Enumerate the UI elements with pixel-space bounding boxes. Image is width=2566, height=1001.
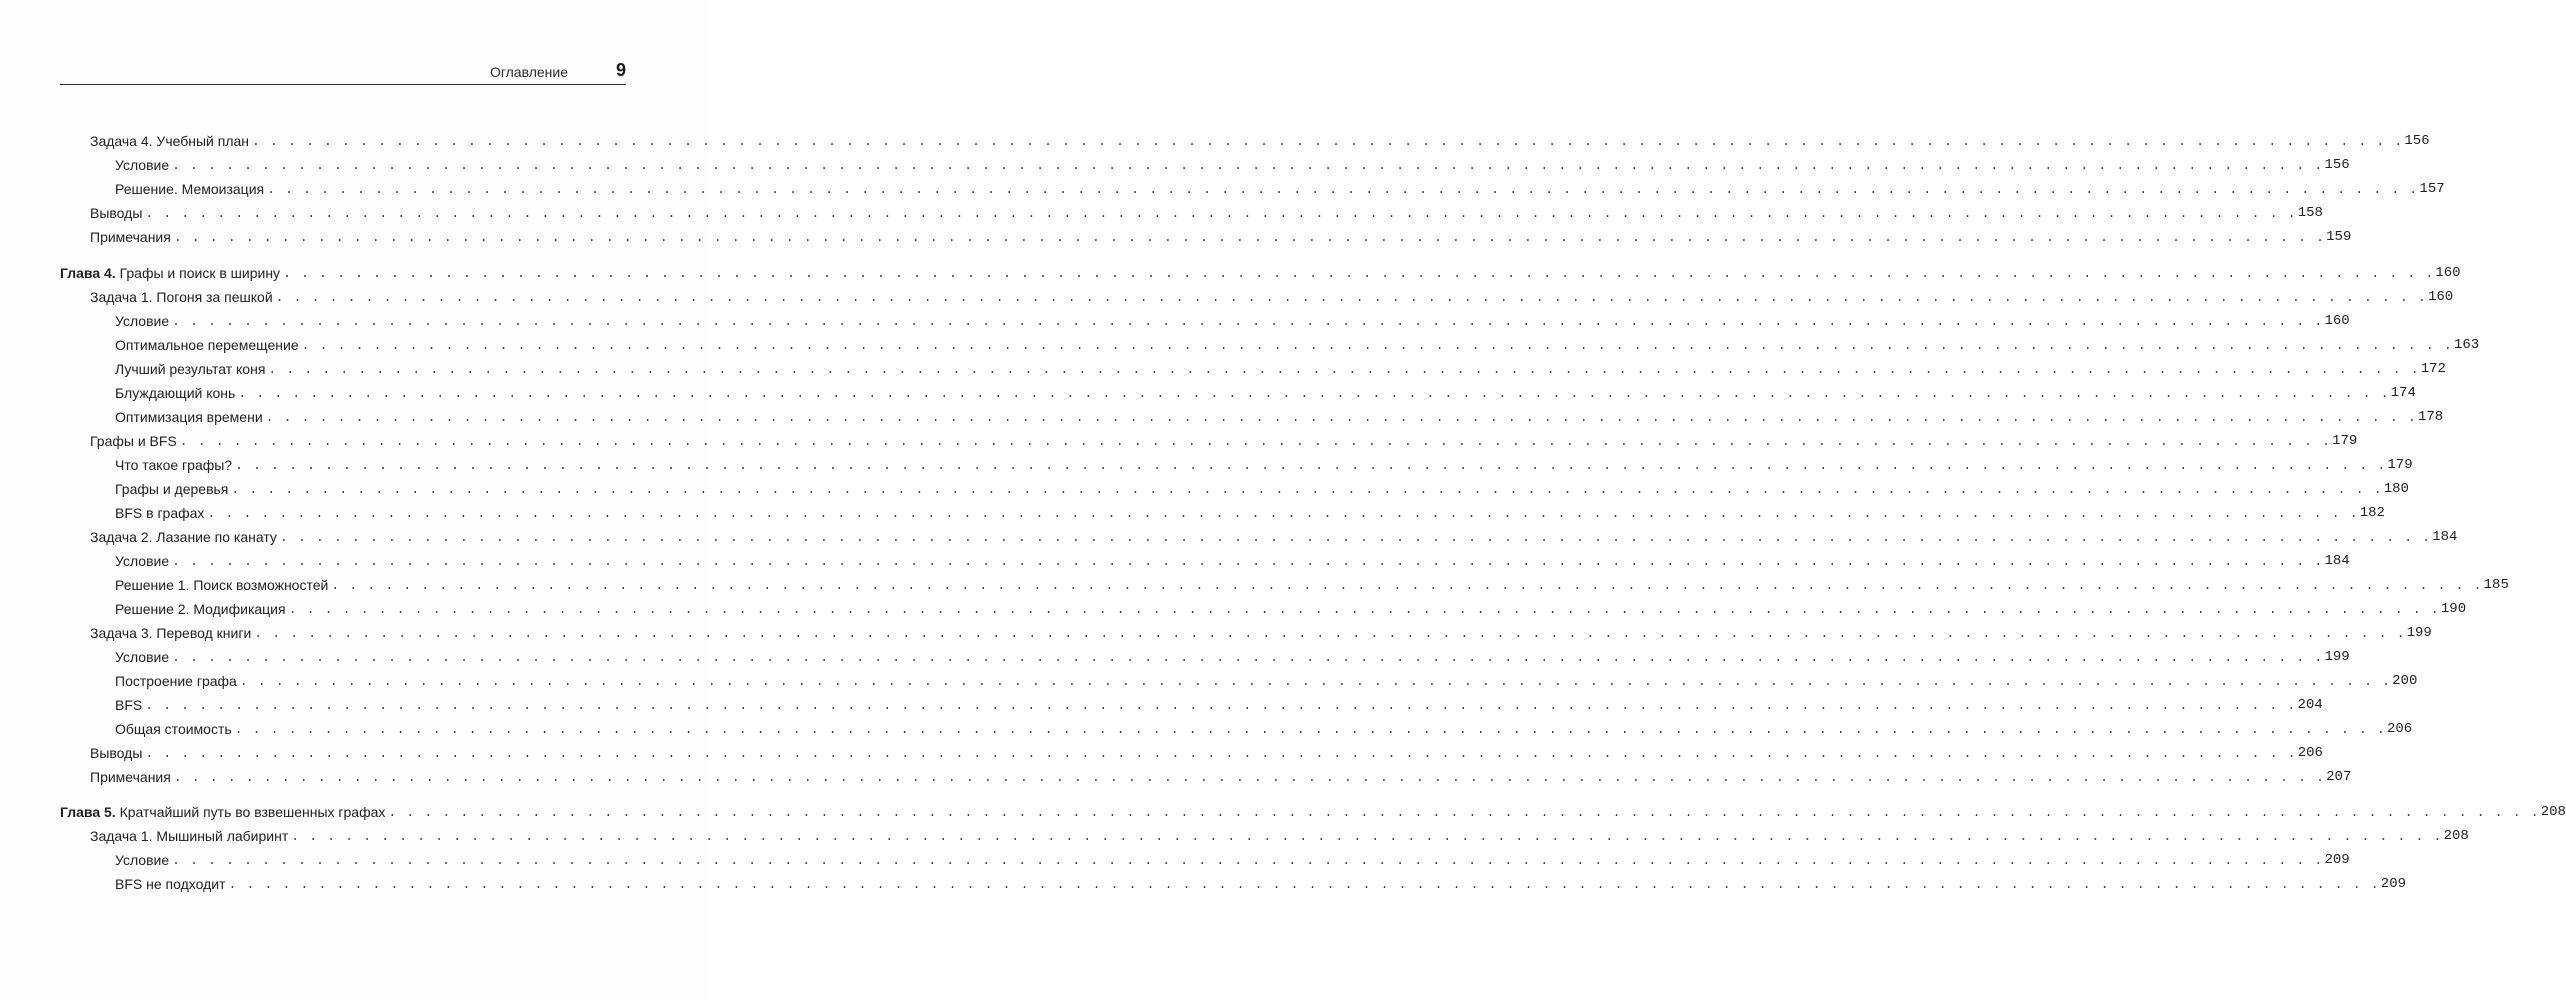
dot-leader: . . . . . . . . . . . . . . . . . . . . . . . . . . . . . . . . . . . . . . . . . . . . . . . . . . . . . . . . . . . . . . . . . . . . . . . . . . . . . . . . . . . . . . . . . . . . . . . . . . . . . . . . . . . . . . . . . . . . . . . . [234,722,2386,737]
toc-entry-title [115,875,228,893]
toc-entry-title [115,672,240,690]
toc-entry-title [90,288,276,306]
toc-entry-text: Примечания [90,769,171,785]
toc-entry-text: BFS в графах [115,505,205,521]
toc-entry[interactable] [90,130,2430,150]
toc-entry[interactable] [115,154,2350,174]
dot-leader: . . . . . . . . . . . . . . . . . . . . . . . . . . . . . . . . . . . . . . . . . . . . . . . . . . . . . . . . . . . . . . . . . . . . . . . . . . . . . . . . . . . . . . . . . . . . . . . . . . . . . . . . . . . . . . . . . . . . . . . . [173,230,2326,245]
toc-entry[interactable] [115,382,2416,402]
toc-entry-title [115,600,289,618]
toc-entry-title [115,576,331,594]
dot-leader: . . . . . . . . . . . . . . . . . . . . . . . . . . . . . . . . . . . . . . . . . . . . . . . . . . . . . . . . . . . . . . . . . . . . . . . . . . . . . . . . . . . . . . . . . . . . . . . . . . . . . . . . . . . . . . . . . . . . . . . . [288,602,2440,617]
toc-entry-text: Графы и BFS [90,433,177,449]
toc-page-number: 200 [2392,673,2418,689]
toc-entry-text: Что такое графы? [115,457,233,473]
toc-entry-title [90,768,174,786]
dot-leader: . . . . . . . . . . . . . . . . . . . . . . . . . . . . . . . . . . . . . . . . . . . . . . . . . . . . . . . . . . . . . . . . . . . . . . . . . . . . . . . . . . . . . . . . . . . . . . . . . . . . . . . . . . . . . . . . . . . . . . . . [331,578,2483,593]
toc-page-number: 184 [2432,529,2458,545]
dot-leader: . . . . . . . . . . . . . . . . . . . . . . . . . . . . . . . . . . . . . . . . . . . . . . . . . . . . . . . . . . . . . . . . . . . . . . . . . . . . . . . . . . . . . . . . . . . . . . . . . . . . . . . . . . . . . . . . . . . . . . . . [268,362,2420,377]
toc-entry-title [115,552,172,570]
toc-entry-text: Решение 1. Поиск возможностей [115,577,329,593]
dot-leader: . . . . . . . . . . . . . . . . . . . . . . . . . . . . . . . . . . . . . . . . . . . . . . . . . . . . . . . . . . . . . . . . . . . . . . . . . . . . . . . . . . . . . . . . . . . . . . . . . . . . . . . . . . . . . . . . . . . . . . . . [388,805,2540,820]
dot-leader: . . . . . . . . . . . . . . . . . . . . . . . . . . . . . . . . . . . . . . . . . . . . . . . . . . . . . . . . . . . . . . . . . . . . . . . . . . . . . . . . . . . . . . . . . . . . . . . . . . . . . . . . . . . . . . . . . . . . . . . . [145,746,2297,761]
toc-page-number: 208 [2540,804,2566,820]
toc-entry[interactable] [90,226,2352,246]
toc-entry[interactable] [115,478,2409,498]
toc-page-number: 199 [2406,625,2432,641]
toc-entry-text: Задача 1. Погоня за пешкой [90,289,273,305]
dot-leader: . . . . . . . . . . . . . . . . . . . . . . . . . . . . . . . . . . . . . . . . . . . . . . . . . . . . . . . . . . . . . . . . . . . . . . . . . . . . . . . . . . . . . . . . . . . . . . . . . . . . . . . . . . . . . . . . . . . . . . . . [172,314,2324,329]
toc-entry-text: Выводы [90,745,143,761]
toc-entry[interactable] [90,825,2469,845]
toc-entry-text: Примечания [90,229,171,245]
toc-entry-text: Решение. Мемоизация [115,181,265,197]
toc-entry-title [90,132,252,150]
running-header [60,56,626,85]
toc-entry[interactable] [115,646,2350,666]
toc-page-number: 184 [2324,553,2350,569]
toc-entry-text: Условие [115,313,170,329]
toc-entry[interactable] [90,526,2458,546]
page-number: 9 [615,60,626,80]
dot-leader: . . . . . . . . . . . . . . . . . . . . . . . . . . . . . . . . . . . . . . . . . . . . . . . . . . . . . . . . . . . . . . . . . . . . . . . . . . . . . . . . . . . . . . . . . . . . . . . . . . . . . . . . . . . . . . . . . . . . . . . . [291,829,2443,844]
toc-entry[interactable] [115,670,2418,690]
toc-entry-title [115,384,238,402]
dot-leader: . . . . . . . . . . . . . . . . . . . . . . . . . . . . . . . . . . . . . . . . . . . . . . . . . . . . . . . . . . . . . . . . . . . . . . . . . . . . . . . . . . . . . . . . . . . . . . . . . . . . . . . . . . . . . . . . . . . . . . . . [283,266,2435,281]
toc-entry[interactable] [115,310,2350,330]
toc-entry-title [115,156,172,174]
toc-entry-title [90,528,280,546]
toc-entry-text: Лучший результат коня [115,361,266,377]
dot-leader: . . . . . . . . . . . . . . . . . . . . . . . . . . . . . . . . . . . . . . . . . . . . . . . . . . . . . . . . . . . . . . . . . . . . . . . . . . . . . . . . . . . . . . . . . . . . . . . . . . . . . . . . . . . . . . . . . . . . . . . . [254,626,2406,641]
toc-entry-title [60,803,388,821]
toc-entry-title [115,456,235,474]
dot-leader: . . . . . . . . . . . . . . . . . . . . . . . . . . . . . . . . . . . . . . . . . . . . . . . . . . . . . . . . . . . . . . . . . . . . . . . . . . . . . . . . . . . . . . . . . . . . . . . . . . . . . . . . . . . . . . . . . . . . . . . . [279,530,2432,545]
toc-page-number: 156 [2324,157,2350,173]
toc-entry-title [90,827,291,845]
toc-entry[interactable] [115,406,2444,426]
toc-entry-text: Блуждающий конь [115,385,236,401]
toc-entry-title [90,204,145,222]
dot-leader: . . . . . . . . . . . . . . . . . . . . . . . . . . . . . . . . . . . . . . . . . . . . . . . . . . . . . . . . . . . . . . . . . . . . . . . . . . . . . . . . . . . . . . . . . . . . . . . . . . . . . . . . . . . . . . . . . . . . . . . . [265,410,2417,425]
toc-page-number: 206 [2386,721,2413,737]
toc-entry[interactable] [115,694,2323,714]
toc-page-number: 179 [2387,457,2413,473]
toc-entry[interactable] [90,430,2358,450]
toc-entry[interactable] [115,550,2350,570]
dot-leader: . . . . . . . . . . . . . . . . . . . . . . . . . . . . . . . . . . . . . . . . . . . . . . . . . . . . . . . . . . . . . . . . . . . . . . . . . . . . . . . . . . . . . . . . . . . . . . . . . . . . . . . . . . . . . . . . . . . . . . . . [172,853,2324,868]
toc-page-number: 206 [2297,745,2323,761]
toc-entry[interactable] [90,202,2323,222]
toc-page-number: 158 [2297,205,2323,221]
toc-entry-title [115,408,266,426]
toc-page-number: 160 [2427,289,2454,305]
toc-entry-text: Решение 2. Модификация [115,601,286,617]
toc-entry[interactable] [115,178,2445,198]
toc-entry-text: Задача 1. Мышиный лабиринт [90,828,289,844]
toc-page-number: 163 [2453,337,2480,353]
dot-leader: . . . . . . . . . . . . . . . . . . . . . . . . . . . . . . . . . . . . . . . . . . . . . . . . . . . . . . . . . . . . . . . . . . . . . . . . . . . . . . . . . . . . . . . . . . . . . . . . . . . . . . . . . . . . . . . . . . . . . . . . [179,434,2332,449]
toc-entry-title [115,480,231,498]
toc-entry-title [90,228,174,246]
toc-page-number: 185 [2483,577,2509,593]
dot-leader: . . . . . . . . . . . . . . . . . . . . . . . . . . . . . . . . . . . . . . . . . . . . . . . . . . . . . . . . . . . . . . . . . . . . . . . . . . . . . . . . . . . . . . . . . . . . . . . . . . . . . . . . . . . . . . . . . . . . . . . . [173,770,2326,785]
toc-entry[interactable] [115,334,2480,354]
toc-entry-title [115,504,207,522]
dot-leader: . . . . . . . . . . . . . . . . . . . . . . . . . . . . . . . . . . . . . . . . . . . . . . . . . . . . . . . . . . . . . . . . . . . . . . . . . . . . . . . . . . . . . . . . . . . . . . . . . . . . . . . . . . . . . . . . . . . . . . . . [301,338,2453,353]
toc-page-number: 174 [2390,385,2416,401]
toc-chapter-entry[interactable] [60,801,2566,821]
toc-entry-text: Задача 2. Лазание по канату [90,529,277,545]
toc-entry[interactable] [115,454,2413,474]
toc-entry-text: Графы и деревья [115,481,229,497]
dot-leader: . . . . . . . . . . . . . . . . . . . . . . . . . . . . . . . . . . . . . . . . . . . . . . . . . . . . . . . . . . . . . . . . . . . . . . . . . . . . . . . . . . . . . . . . . . . . . . . . . . . . . . . . . . . . . . . . . . . . . . . . [172,554,2324,569]
toc-page-number: 180 [2383,481,2409,497]
dot-leader: . . . . . . . . . . . . . . . . . . . . . . . . . . . . . . . . . . . . . . . . . . . . . . . . . . . . . . . . . . . . . . . . . . . . . . . . . . . . . . . . . . . . . . . . . . . . . . . . . . . . . . . . . . . . . . . . . . . . . . . . [145,698,2297,713]
chapter-label: Глава 5. [60,804,116,820]
toc-entry-text: Кратчайший путь во взвешенных графах [115,804,386,820]
toc-entry[interactable] [90,622,2432,642]
toc-entry-title [90,744,145,762]
toc-entry-text: Задача 4. Учебный план [90,133,250,149]
dot-leader: . . . . . . . . . . . . . . . . . . . . . . . . . . . . . . . . . . . . . . . . . . . . . . . . . . . . . . . . . . . . . . . . . . . . . . . . . . . . . . . . . . . . . . . . . . . . . . . . . . . . . . . . . . . . . . . . . . . . . . . . [238,386,2390,401]
toc-entry[interactable] [115,358,2446,378]
toc-entry-text: BFS не подходит [115,876,226,892]
toc-entry-title [90,624,254,642]
toc-entry-text: BFS [115,697,143,713]
toc-page-number: 204 [2297,697,2323,713]
toc-entry-title [115,851,172,869]
dot-leader: . . . . . . . . . . . . . . . . . . . . . . . . . . . . . . . . . . . . . . . . . . . . . . . . . . . . . . . . . . . . . . . . . . . . . . . . . . . . . . . . . . . . . . . . . . . . . . . . . . . . . . . . . . . . . . . . . . . . . . . . [172,158,2324,173]
toc-entry[interactable] [90,742,2323,762]
dot-leader: . . . . . . . . . . . . . . . . . . . . . . . . . . . . . . . . . . . . . . . . . . . . . . . . . . . . . . . . . . . . . . . . . . . . . . . . . . . . . . . . . . . . . . . . . . . . . . . . . . . . . . . . . . . . . . . . . . . . . . . . [267,182,2419,197]
toc-entry[interactable] [90,766,2352,786]
toc-page-number: 157 [2419,181,2445,197]
toc-entry-title [90,432,180,450]
toc-page-number: 209 [2380,876,2407,892]
toc-entry-title [60,264,283,282]
dot-leader: . . . . . . . . . . . . . . . . . . . . . . . . . . . . . . . . . . . . . . . . . . . . . . . . . . . . . . . . . . . . . . . . . . . . . . . . . . . . . . . . . . . . . . . . . . . . . . . . . . . . . . . . . . . . . . . . . . . . . . . . [231,482,2383,497]
dot-leader: . . . . . . . . . . . . . . . . . . . . . . . . . . . . . . . . . . . . . . . . . . . . . . . . . . . . . . . . . . . . . . . . . . . . . . . . . . . . . . . . . . . . . . . . . . . . . . . . . . . . . . . . . . . . . . . . . . . . . . . . [235,458,2387,473]
section-title: Оглавление [489,64,568,80]
toc-entry-text: Оптимизация времени [115,409,263,425]
dot-leader: . . . . . . . . . . . . . . . . . . . . . . . . . . . . . . . . . . . . . . . . . . . . . . . . . . . . . . . . . . . . . . . . . . . . . . . . . . . . . . . . . . . . . . . . . . . . . . . . . . . . . . . . . . . . . . . . . . . . . . . . [275,290,2427,305]
toc-page-number: 160 [2324,313,2350,329]
toc-entry[interactable] [115,873,2407,893]
toc-entry-text: Графы и поиск в ширину [115,265,281,281]
toc-page-number: 190 [2440,601,2467,617]
chapter-label: Глава 4. [60,265,116,281]
dot-leader: . . . . . . . . . . . . . . . . . . . . . . . . . . . . . . . . . . . . . . . . . . . . . . . . . . . . . . . . . . . . . . . . . . . . . . . . . . . . . . . . . . . . . . . . . . . . . . . . . . . . . . . . . . . . . . . . . . . . . . . . [145,206,2297,221]
toc-entry-title [115,180,267,198]
toc-page-number: 178 [2417,409,2444,425]
toc-entry-title [115,360,268,378]
toc-page-number: 160 [2435,265,2461,281]
toc-page-number: 207 [2326,769,2352,785]
dot-leader: . . . . . . . . . . . . . . . . . . . . . . . . . . . . . . . . . . . . . . . . . . . . . . . . . . . . . . . . . . . . . . . . . . . . . . . . . . . . . . . . . . . . . . . . . . . . . . . . . . . . . . . . . . . . . . . . . . . . . . . . [207,506,2359,521]
toc-entry-title [115,720,235,738]
toc-entry-text: Построение графа [115,673,237,689]
toc-entry[interactable] [115,574,2509,594]
toc-page-number: 156 [2404,133,2430,149]
toc-entry[interactable] [90,286,2454,306]
toc-entry-title [115,648,172,666]
toc-entry-text: Общая стоимость [115,721,232,737]
toc-entry-title [115,336,302,354]
toc-entry-title [115,312,172,330]
toc-entry[interactable] [115,598,2467,618]
toc-page-number: 172 [2420,361,2446,377]
toc-page-number: 199 [2324,649,2350,665]
toc-entry[interactable] [115,502,2385,522]
dot-leader: . . . . . . . . . . . . . . . . . . . . . . . . . . . . . . . . . . . . . . . . . . . . . . . . . . . . . . . . . . . . . . . . . . . . . . . . . . . . . . . . . . . . . . . . . . . . . . . . . . . . . . . . . . . . . . . . . . . . . . . . [239,674,2392,689]
toc-entry-text: Условие [115,157,170,173]
toc-entry[interactable] [115,718,2413,738]
toc-page-number: 209 [2324,852,2350,868]
toc-chapter-entry[interactable] [60,262,2461,282]
toc-entry-text: Задача 3. Перевод книги [90,625,252,641]
toc-entry-text: Условие [115,852,170,868]
dot-leader: . . . . . . . . . . . . . . . . . . . . . . . . . . . . . . . . . . . . . . . . . . . . . . . . . . . . . . . . . . . . . . . . . . . . . . . . . . . . . . . . . . . . . . . . . . . . . . . . . . . . . . . . . . . . . . . . . . . . . . . . [172,650,2324,665]
toc-entry-text: Выводы [90,205,143,221]
toc-entry[interactable] [115,849,2350,869]
toc-entry-text: Условие [115,649,170,665]
dot-leader: . . . . . . . . . . . . . . . . . . . . . . . . . . . . . . . . . . . . . . . . . . . . . . . . . . . . . . . . . . . . . . . . . . . . . . . . . . . . . . . . . . . . . . . . . . . . . . . . . . . . . . . . . . . . . . . . . . . . . . . . [228,877,2380,892]
toc-entry-text: Условие [115,553,170,569]
toc-page-number: 208 [2443,828,2469,844]
toc-page-number: 179 [2332,433,2358,449]
dot-leader: . . . . . . . . . . . . . . . . . . . . . . . . . . . . . . . . . . . . . . . . . . . . . . . . . . . . . . . . . . . . . . . . . . . . . . . . . . . . . . . . . . . . . . . . . . . . . . . . . . . . . . . . . . . . . . . . . . . . . . . . [252,134,2404,149]
toc-page-number: 159 [2326,229,2352,245]
toc-page-number: 182 [2359,505,2385,521]
toc-entry-text: Оптимальное перемещение [115,337,299,353]
toc-entry-title [115,696,145,714]
